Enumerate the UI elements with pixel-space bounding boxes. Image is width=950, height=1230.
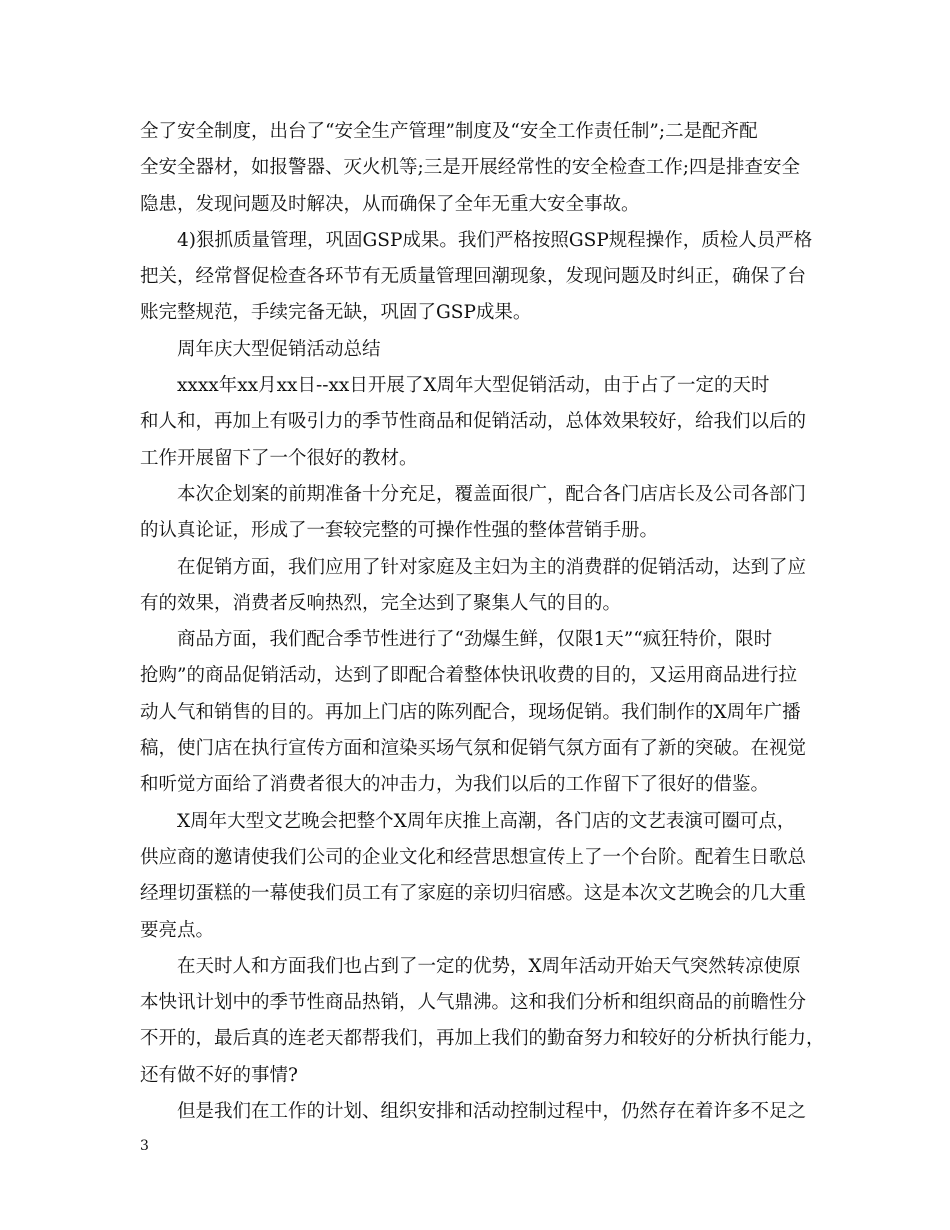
text-line: 隐患，发现问题及时解决，从而确保了全年无重大安全事故。 <box>140 193 640 215</box>
text-line: 工作开展留下了一个很好的教材。 <box>140 447 418 469</box>
text-line: 供应商的邀请使我们公司的企业文化和经营思想宣传上了一个台阶。配着生日歌总 <box>140 846 807 868</box>
text-line: 但是我们在工作的计划、组织安排和活动控制过程中，仍然存在着许多不足之 <box>177 1101 807 1123</box>
text-line: 要亮点。 <box>140 919 215 941</box>
text-line: 和人和，再加上有吸引力的季节性商品和促销活动，总体效果较好，给我们以后的 <box>140 411 807 433</box>
text-line: 和听觉方面给了消费者很大的冲击力，为我们以后的工作留下了很好的借鉴。 <box>140 774 770 796</box>
text-line: 本次企划案的前期准备十分充足，覆盖面很广，配合各门店店长及公司各部门 <box>177 483 807 505</box>
text-line: 还有做不好的事情? <box>140 1064 298 1086</box>
text-line: 本快讯计划中的季节性商品热销，人气鼎沸。这和我们分析和组织商品的前瞻性分 <box>140 992 807 1014</box>
text-line: 在天时人和方面我们也占到了一定的优势，X周年活动开始天气突然转凉使原 <box>177 955 801 977</box>
text-line: 的认真论证，形成了一套较完整的可操作性强的整体营销手册。 <box>140 520 659 542</box>
text-line: 账完整规范，手续完备无缺，巩固了GSP成果。 <box>140 302 532 324</box>
text-line: 4)狠抓质量管理，巩固GSP成果。我们严格按照GSP规程操作，质检人员严格 <box>177 229 813 251</box>
text-line: 全安全器材，如报警器、灭火机等;三是开展经常性的安全检查工作;四是排查安全 <box>140 157 800 179</box>
page-number: 3 <box>140 1138 149 1154</box>
document-body <box>140 114 825 1130</box>
text-line: 动人气和销售的目的。再加上门店的陈列配合，现场促销。我们制作的X周年广播 <box>140 701 801 723</box>
text-line: 有的效果，消费者反响热烈，完全达到了聚集人气的目的。 <box>140 592 622 614</box>
text-line: 在促销方面，我们应用了针对家庭及主妇为主的消费群的促销活动，达到了应 <box>177 556 807 578</box>
text-line: 把关，经常督促检查各环节有无质量管理回潮现象，发现问题及时纠正，确保了台 <box>140 266 807 288</box>
text-line: xxxx年xx月xx日--xx日开展了X周年大型促销活动，由于占了一定的天时 <box>177 375 770 397</box>
text-line: 周年庆大型促销活动总结 <box>177 338 381 360</box>
text-line: 不开的，最后真的连老天都帮我们，再加上我们的勤奋努力和较好的分析执行能力， <box>140 1028 825 1050</box>
text-line: 全了安全制度，出台了“安全生产管理”制度及“安全工作责任制”;二是配齐配 <box>140 121 758 142</box>
text-line: 抢购”的商品促销活动，达到了即配合着整体快讯收费的目的，又运用商品进行拉 <box>140 665 797 687</box>
text-line: 经理切蛋糕的一幕使我们员工有了家庭的亲切归宿感。这是本次文艺晚会的几大重 <box>140 883 807 905</box>
text-line: 商品方面，我们配合季节性进行了“劲爆生鲜，仅限1天”“疯狂特价，限时 <box>177 629 773 651</box>
text-line: X周年大型文艺晚会把整个X周年庆推上高潮，各门店的文艺表演可圈可点， <box>177 810 796 832</box>
text-line: 稿，使门店在执行宣传方面和渲染买场气氛和促销气氛方面有了新的突破。在视觉 <box>140 738 807 760</box>
